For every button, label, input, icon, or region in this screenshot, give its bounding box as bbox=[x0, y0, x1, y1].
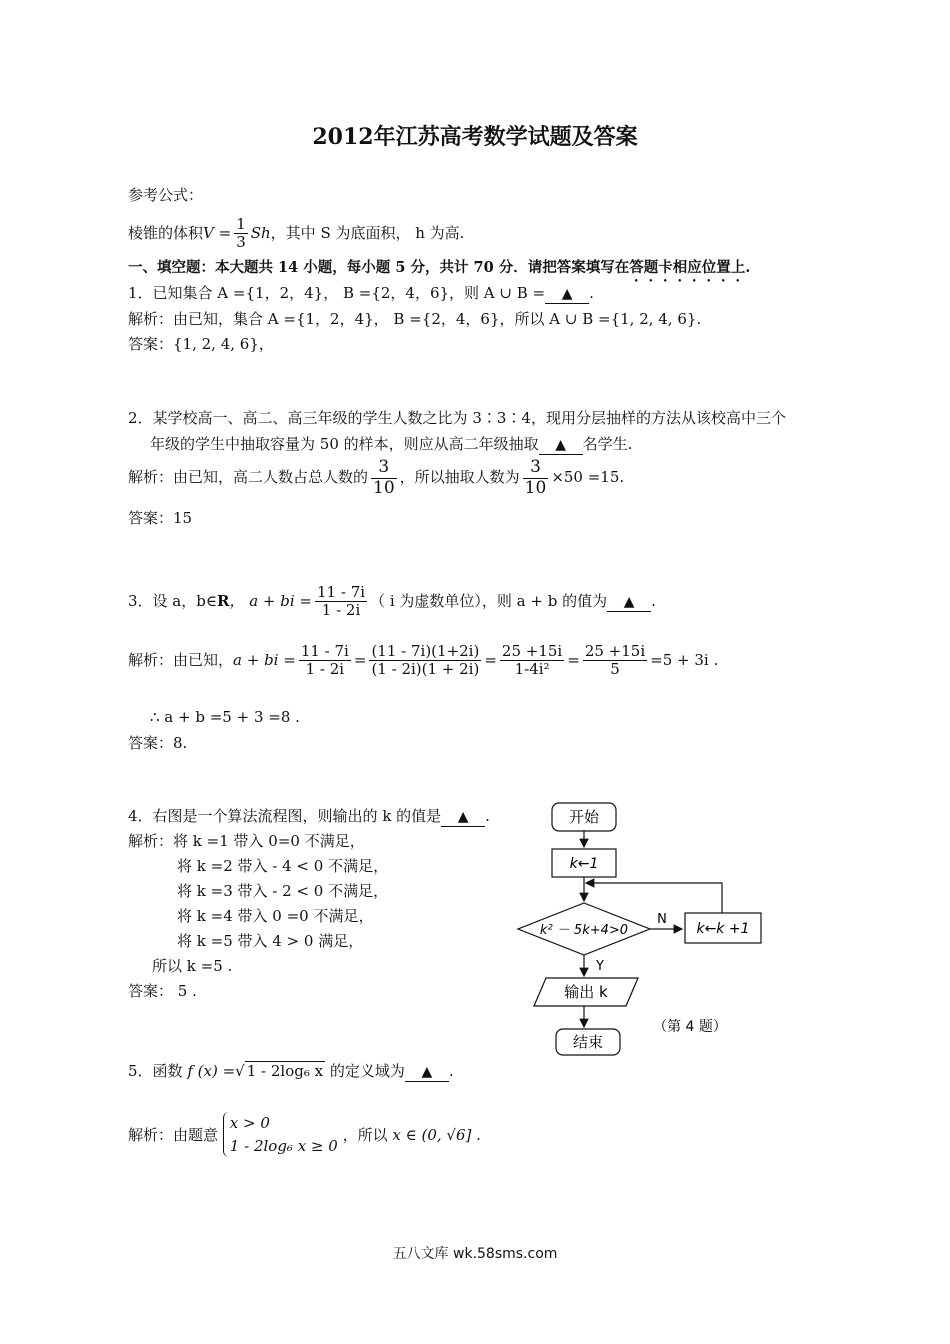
q4-flowchart bbox=[510, 795, 800, 1065]
q3-therefore: ∴ a + b =5 + 3 =8 . bbox=[150, 708, 300, 726]
flow-condition-label: k² － 5k+4>0 bbox=[539, 923, 629, 938]
q5-system: x > 0 1 - 2log₆ x ≥ 0 bbox=[223, 1112, 338, 1157]
q1-answer-blank: ▲ bbox=[545, 286, 589, 304]
flow-init-label: k←1 bbox=[569, 856, 599, 872]
q5-question: 5．函数 f (x) =√ 1 - 2log₆ x 的定义域为 ▲ . bbox=[128, 1062, 454, 1080]
q4-analysis-6: 所以 k =5 . bbox=[152, 957, 233, 975]
q4-analysis-4: 将 k =4 带入 0 =0 不满足， bbox=[177, 907, 374, 925]
formula-line: 棱锥的体积V = $\frac{1}{3}$ Sh，其中 S 为底面积， h 为高. bbox=[128, 215, 465, 252]
flow-caption: （第 4 题） bbox=[653, 1019, 727, 1035]
q1-answer: 答案：{1, 2, 4, 6}， bbox=[128, 335, 274, 353]
q5-analysis: 解析：由题意 x > 0 1 - 2log₆ x ≥ 0 ，所以 x ∈ (0, √6] . bbox=[128, 1112, 481, 1157]
q2-answer: 答案：15 bbox=[128, 509, 193, 527]
q1-question: 1．已知集合 A ={1，2，4}， B ={2，4，6}，则 A ∪ B = ▲ . bbox=[128, 284, 594, 302]
q4-answer: 答案： 5 . bbox=[128, 982, 197, 1000]
flow-increment-label: k←k +1 bbox=[696, 921, 750, 937]
q3-answer-blank: ▲ bbox=[607, 594, 651, 612]
q4-analysis-5: 将 k =5 带入 4 > 0 满足， bbox=[177, 932, 364, 950]
footer-watermark: 五八文库 wk.58sms.com bbox=[392, 1246, 558, 1262]
flow-end-label: 结束 bbox=[572, 1033, 604, 1051]
q2-answer-blank: ▲ bbox=[539, 437, 583, 455]
q1-analysis: 解析：由已知，集合 A ={1，2，4}， B ={2，4，6}，所以 A ∪ B ={1, 2, 4, 6}. bbox=[128, 310, 702, 328]
page-title: 2012年江苏高考数学试题及答案 bbox=[312, 124, 638, 150]
q4-analysis-3: 将 k =3 带入 - 2 < 0 不满足， bbox=[177, 882, 389, 900]
section-heading: 一、填空题：本大题共 14 小题，每小题 5 分，共计 70 分．请把答案填写在答题卡相应位置上. bbox=[128, 259, 751, 276]
q3-answer: 答案：8. bbox=[128, 734, 188, 752]
q5-answer-blank: ▲ bbox=[405, 1064, 449, 1082]
flow-output-label: 输出 k bbox=[564, 983, 608, 1001]
q2-line2: 年级的学生中抽取容量为 50 的样本，则应从高二年级抽取 ▲ 名学生. bbox=[150, 435, 633, 453]
q2-analysis: 解析：由已知，高二人数占总人数的 $\frac{3}{10}$ ，所以抽取人数为 $\frac{3}{10}$ ×50 =15. bbox=[128, 457, 625, 498]
q4-analysis-1: 解析：将 k =1 带入 0=0 不满足， bbox=[128, 832, 365, 850]
flow-no-label: N bbox=[657, 912, 667, 927]
q4-analysis-2: 将 k =2 带入 - 4 < 0 不满足， bbox=[177, 857, 389, 875]
q3-question: 3．设 a，b∈R， a + bi = $\frac{11 - 7i}{1 - 2i}$ （ i 为虚数单位），则 a + b 的值为 ▲ . bbox=[128, 583, 656, 620]
q4-answer-blank: ▲ bbox=[441, 809, 485, 827]
flow-start-label: 开始 bbox=[568, 808, 600, 826]
q2-line1: 2．某学校高一、高二、高三年级的学生人数之比为 3∶3∶4，现用分层抽样的方法从该校高中三个 bbox=[128, 409, 786, 427]
q3-analysis: 解析：由已知，a + bi = $\frac{11 - 7i}{1 - 2i}$ = $\frac{(11 - 7i)(1+2i)}{(1 - 2i)(1 + 2i)}$ = $\frac{25 +15i}{\text{1-4i²}}$ = $\frac{25 +15i}{5}$ =5 + 3i . bbox=[128, 642, 719, 679]
formula-header: 参考公式： bbox=[128, 186, 204, 204]
flow-yes-label: Y bbox=[596, 959, 604, 974]
q4-question: 4．右图是一个算法流程图，则输出的 k 的值是 ▲ . bbox=[128, 807, 490, 825]
